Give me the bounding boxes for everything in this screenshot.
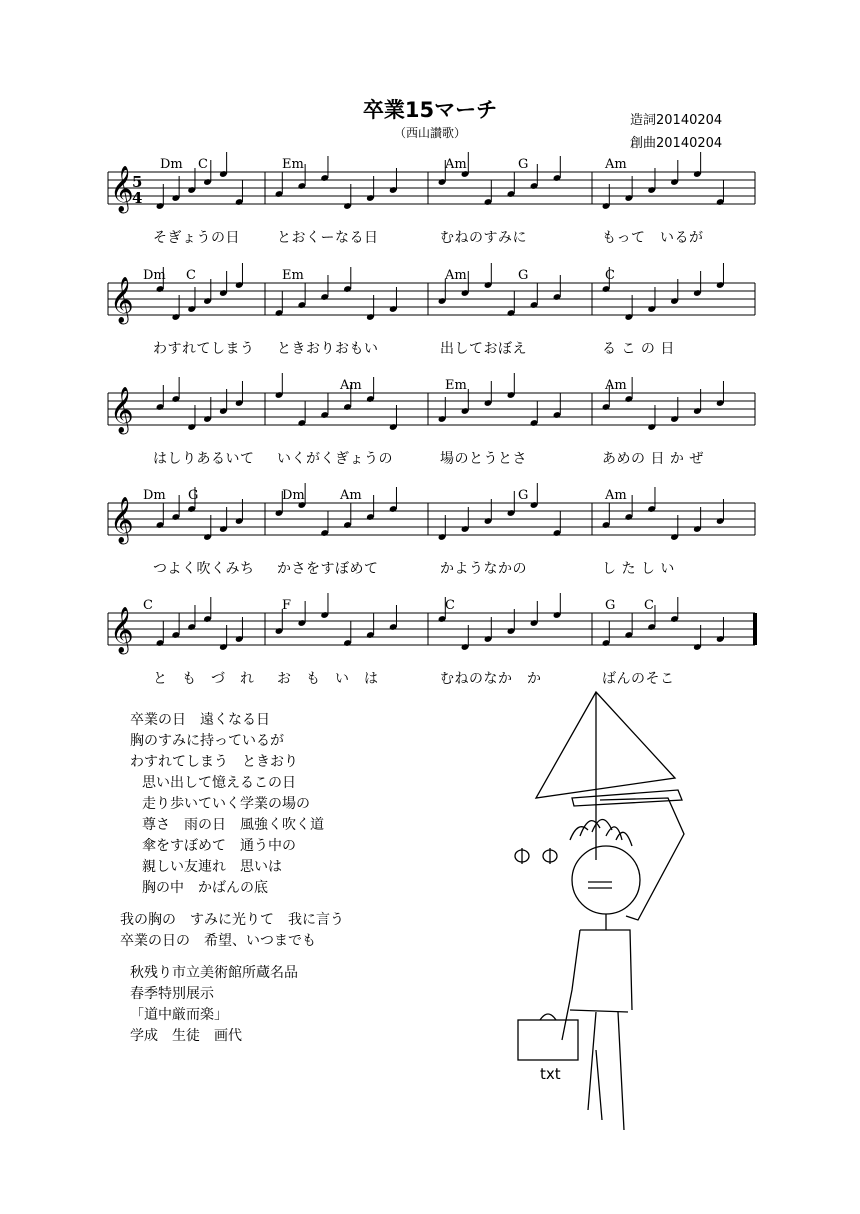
lyric-text: あめの 日 か ぜ xyxy=(602,451,704,467)
chord-symbol: Em xyxy=(282,157,304,172)
lyric-text: 場のとうとさ xyxy=(440,451,527,467)
treble-clef-icon: 𝄞 xyxy=(110,497,134,543)
lyric-text: ときおりおもい xyxy=(277,341,379,357)
treble-clef-icon: 𝄞 xyxy=(110,607,134,653)
time-signature-bottom: 4 xyxy=(132,189,143,207)
poem-line: 思い出して憶えるこの日 xyxy=(142,775,296,791)
treble-clef-icon: 𝄞 xyxy=(110,277,134,323)
chord-symbol: Dm xyxy=(160,157,183,172)
lyric-text: 出しておぼえ xyxy=(440,341,527,357)
chord-symbol: G xyxy=(605,598,616,613)
lyric-text: むねのなか か xyxy=(440,671,542,687)
lyrics-credit: 造詞20140204 xyxy=(630,113,723,128)
chord-symbol: C xyxy=(445,598,455,613)
page-title: 卒業15マーチ xyxy=(362,98,498,122)
poem-line: 親しい友連れ 思いは xyxy=(142,859,282,875)
lyric-text: はしりあるいて xyxy=(153,451,255,467)
chord-symbol: Dm xyxy=(282,488,305,503)
poem-line: 胸のすみに持っているが xyxy=(130,733,284,749)
lyric-text: お も い は xyxy=(277,671,379,687)
chord-symbol: G xyxy=(518,157,529,172)
caption-line: 学成 生徒 画代 xyxy=(130,1028,242,1044)
treble-clef-icon: 𝄞 xyxy=(110,387,134,433)
lyric-text: かさをすぼめて xyxy=(277,561,379,577)
chord-symbol: C xyxy=(644,598,654,613)
lyric-text: と も づ れ xyxy=(153,671,255,687)
chord-symbol: Dm xyxy=(143,488,166,503)
chord-symbol: Am xyxy=(445,268,467,283)
poem-line: 卒業の日の 希望、いつまでも xyxy=(120,933,316,949)
treble-clef-icon: 𝄞 xyxy=(110,166,134,212)
chord-symbol: Am xyxy=(605,157,627,172)
chord-symbol: G xyxy=(188,488,199,503)
poem-line: 卒業の日 遠くなる日 xyxy=(130,712,270,728)
chord-symbol: F xyxy=(282,598,292,613)
music-credit: 創曲20140204 xyxy=(630,136,723,151)
chord-symbol: C xyxy=(605,268,615,283)
chord-symbol: Em xyxy=(445,378,467,393)
lyric-text: つよく吹くみち xyxy=(153,561,255,577)
lyric-text: し た し い xyxy=(602,561,675,577)
poem-text xyxy=(120,710,344,1047)
chord-symbol: C xyxy=(198,157,208,172)
lyric-text: ばんのそこ xyxy=(602,671,675,687)
poem-line: 我の胸の すみに光りて 我に言う xyxy=(120,912,344,928)
chord-symbol: Am xyxy=(605,378,627,393)
lyric-text: そぎょうの日 xyxy=(153,230,240,246)
chord-symbol: Em xyxy=(282,268,304,283)
poem-line: 走り歩いていく学業の場の xyxy=(142,796,310,812)
time-signature-top: 5 xyxy=(132,173,143,191)
caption-line: 「道中厳而楽」 xyxy=(130,1007,228,1023)
poem-line: 尊さ 雨の日 風強く吹く道 xyxy=(142,817,324,833)
page-subtitle: （西山讃歌） xyxy=(393,126,466,140)
lyric-text: わすれてしまう xyxy=(153,341,255,357)
lyric-text: かようなかの xyxy=(440,561,527,577)
bag-label: txt xyxy=(540,1065,561,1083)
lyric-text: とおくーなる日 xyxy=(277,230,379,246)
chord-symbol: Am xyxy=(605,488,627,503)
lyric-text: むねのすみに xyxy=(440,230,527,246)
chord-symbol: Am xyxy=(445,157,467,172)
hat-shape xyxy=(536,692,675,798)
poem-line: わすれてしまう ときおり xyxy=(130,754,298,770)
caption-line: 春季特別展示 xyxy=(130,986,214,1002)
chord-symbol: Dm xyxy=(143,268,166,283)
lyric-text: いくがくぎょうの xyxy=(277,451,393,467)
lyric-text: もって いるが xyxy=(602,230,704,246)
chord-symbol: C xyxy=(143,598,153,613)
chord-symbol: G xyxy=(518,268,529,283)
chord-symbol: Am xyxy=(340,378,362,393)
stick-figure-drawing xyxy=(500,690,760,1140)
poem-line: 胸の中 かばんの底 xyxy=(142,880,268,896)
lyric-text: る こ の 日 xyxy=(602,341,675,357)
caption-line: 秋残り市立美術館所蔵名品 xyxy=(130,965,298,981)
chord-symbol: Am xyxy=(340,488,362,503)
head-shape xyxy=(572,846,640,914)
chord-symbol: C xyxy=(186,268,196,283)
chord-symbol: G xyxy=(518,488,529,503)
poem-line: 傘をすぼめて 通う中の xyxy=(142,838,296,854)
